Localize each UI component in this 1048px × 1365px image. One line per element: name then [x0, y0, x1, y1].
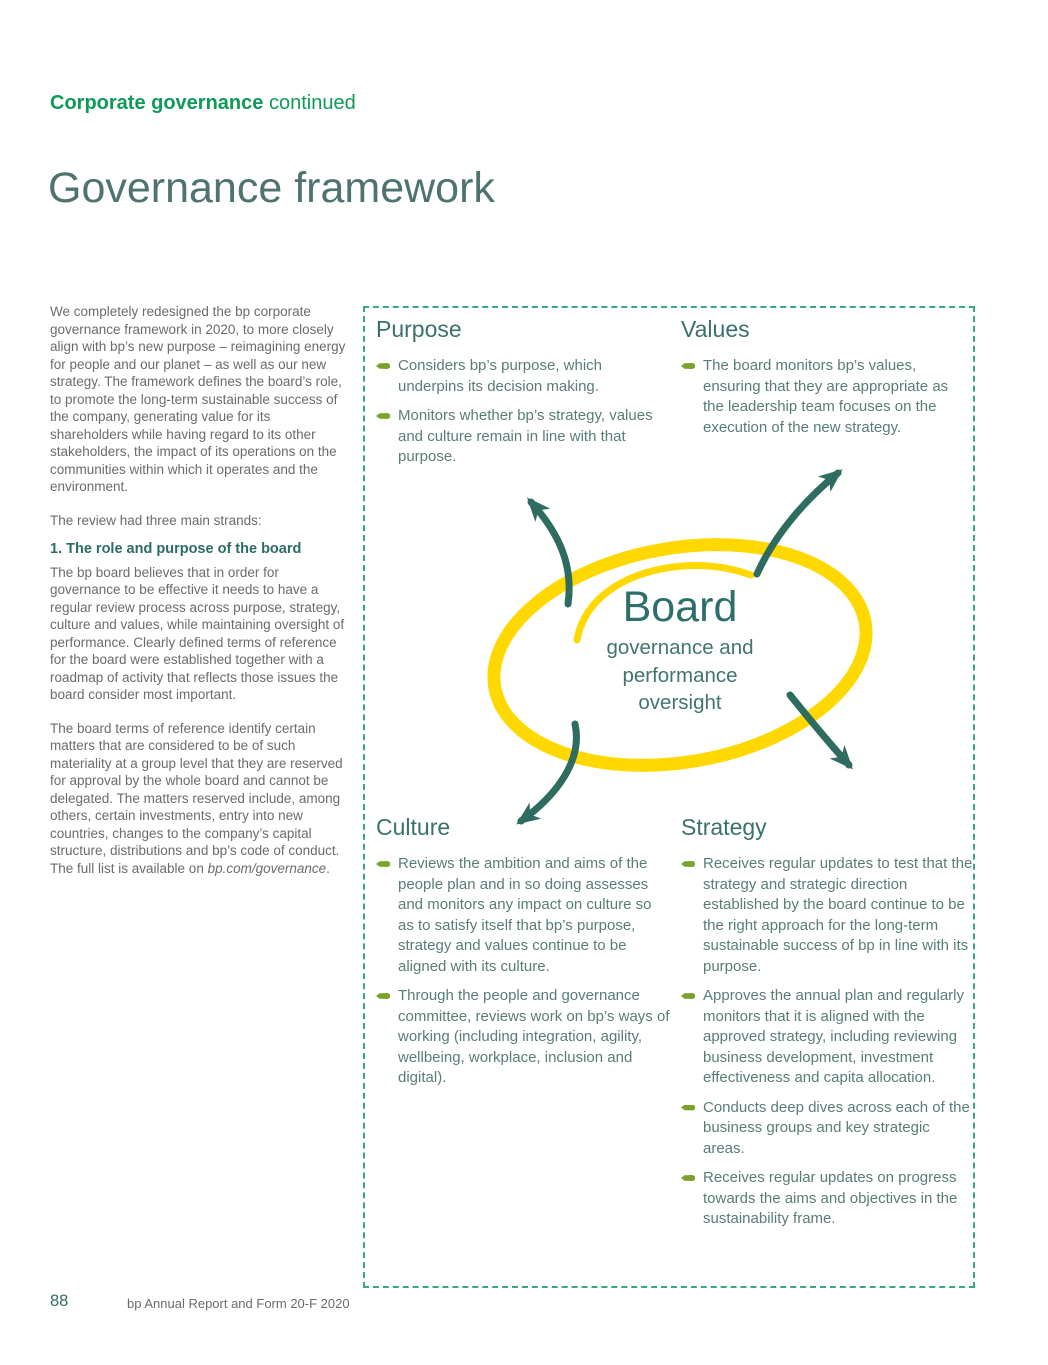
dash-bullet-icon — [376, 413, 390, 419]
dash-bullet-icon — [376, 993, 390, 999]
values-bullet-1: The board monitors bp’s values, ensuring that they are appropriate as the leadership team focuses on the execution of the new strategy. — [703, 357, 949, 436]
eyebrow-continued: continued — [263, 92, 356, 114]
dash-bullet-icon — [681, 861, 695, 867]
list-item — [376, 356, 670, 397]
purpose-bullet-2: Monitors whether bp’s strategy, values and culture remain in line with that purpose. — [398, 407, 653, 465]
section1-heading: 1. The role and purpose of the board — [50, 541, 302, 557]
report-title-footer: bp Annual Report and Form 20-F 2020 — [127, 1296, 350, 1311]
dash-bullet-icon — [681, 1105, 695, 1111]
quadrant-values — [681, 316, 971, 447]
list-item — [681, 1168, 975, 1230]
purpose-bullet-1: Considers bp’s purpose, which underpins its decision making. — [398, 357, 603, 395]
intro-paragraph: We completely redesigned the bp corporate governance framework in 2020, to more closely align with bp’s new purpose – reimagining energy for people and our planet – as well as our new strategy. The framework defines the board’s role, to promote the long-term sustainable success of the company, generating value for its shareholders while having regard to its other stakeholders, the impact of its operations on the communities within which it operates and the environment. — [50, 304, 346, 494]
board-subtitle-line1: governance and — [606, 636, 754, 659]
section1-paragraph1: The bp board believes that in order for governance to be effective it needs to have a regular review process across purpose, strategy, culture and values, while maintaining oversight of performance. Clearly defined terms of reference for the board were established together with a roadmap of activity that reflects those issues the board consider most important. — [50, 564, 345, 702]
strategy-bullet-4: Receives regular updates on progress towards the aims and objectives in the sustainability frame. — [703, 1169, 958, 1227]
board-title: Board — [622, 583, 738, 631]
list-item — [681, 854, 975, 977]
values-bullets — [681, 356, 971, 438]
culture-bullets — [376, 854, 674, 1089]
board-subtitle-line2: performance — [622, 663, 738, 687]
strategy-bullet-1: Receives regular updates to test that the strategy and strategic direction established by the board continue to be the right approach for the long-term sustainable success of bp in line with its purpose. — [703, 855, 973, 975]
governance-url: bp.com/governance — [207, 860, 327, 876]
purpose-bullets — [376, 356, 674, 468]
culture-title: Culture — [376, 814, 451, 840]
dash-bullet-icon — [376, 861, 390, 867]
section1-paragraph2 — [50, 720, 352, 878]
section1-paragraph2-suffix: . — [326, 860, 330, 876]
section1-paragraph2-main: The board terms of reference identify certain matters that are considered to be of such materiality at a group level that they are reserved for approval by the whole board and cannot be delegated. The matters reserved include, among others, certain investments, entry into new countries, changes to the company’s capital structure, distributions and bp’s code of conduct. The full list is available on — [50, 720, 343, 876]
eyebrow-section-name: Corporate governance — [50, 92, 264, 114]
list-item — [681, 356, 971, 438]
culture-bullet-1: Reviews the ambition and aims of the people plan and in so doing assesses and monitors any impact on culture so as to satisfy itself that bp’s purpose, strategy and values continue to be aligned with its culture. — [398, 855, 652, 975]
quadrant-culture — [376, 814, 674, 1098]
page-title: Governance framework — [48, 164, 495, 212]
list-item — [376, 854, 670, 977]
quadrant-strategy — [681, 814, 975, 1239]
purpose-title: Purpose — [376, 316, 462, 342]
strategy-bullet-3: Conducts deep dives across each of the business groups and key strategic areas. — [703, 1098, 970, 1157]
culture-bullet-2: Through the people and governance committee, reviews work on bp’s ways of working (including integration, agility, wellbeing, workplace, inclusion and digital). — [398, 987, 670, 1086]
dash-bullet-icon — [681, 1175, 695, 1181]
quadrant-purpose — [376, 316, 674, 477]
board-subtitle — [530, 634, 830, 717]
dash-bullet-icon — [681, 363, 695, 369]
values-title: Values — [681, 316, 750, 342]
section-eyebrow — [50, 92, 356, 115]
list-item — [376, 986, 670, 1089]
strategy-bullet-2: Approves the annual plan and regularly monitors that it is aligned with the approved strategy, including reviewing business development, investment effectiveness and capita allocation. — [703, 987, 965, 1086]
board-subtitle-line3: oversight — [638, 691, 722, 714]
strands-lead: The review had three main strands: — [50, 512, 262, 528]
dash-bullet-icon — [681, 993, 695, 999]
board-center-label — [530, 584, 830, 717]
list-item — [681, 986, 975, 1089]
strategy-title: Strategy — [681, 814, 767, 840]
strategy-bullets — [681, 854, 975, 1230]
list-item — [681, 1098, 975, 1160]
left-text-column — [50, 303, 352, 893]
page-number: 88 — [50, 1292, 69, 1310]
dash-bullet-icon — [376, 363, 390, 369]
governance-framework-panel — [363, 306, 975, 1288]
list-item — [376, 406, 670, 468]
